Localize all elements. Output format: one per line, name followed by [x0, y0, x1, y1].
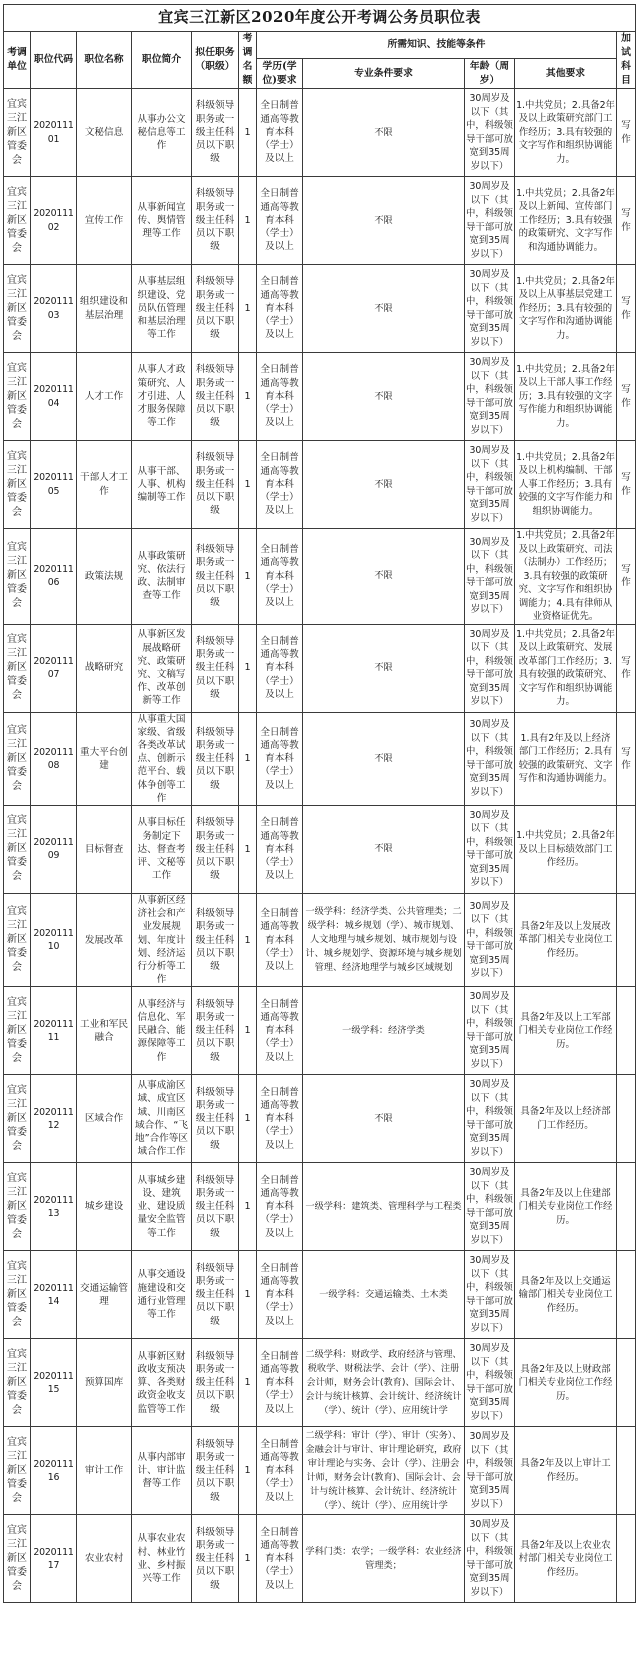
cell-age: 30周岁及以下（其中，科级领导干部可放宽到35周岁以下）	[465, 529, 515, 625]
cell-major: 一级学科：经济学类	[303, 987, 465, 1075]
cell-name: 战略研究	[77, 624, 132, 712]
table-row	[4, 1075, 636, 1163]
cell-name: 预算国库	[77, 1339, 132, 1427]
cell-unit: 宜宾三江新区管委会	[4, 265, 31, 353]
cell-age: 30周岁及以下（其中，科级领导干部可放宽到35周岁以下）	[465, 893, 515, 986]
cell-name: 审计工作	[77, 1427, 132, 1515]
cell-age: 30周岁及以下（其中，科级领导干部可放宽到35周岁以下）	[465, 265, 515, 353]
cell-exam: 写作	[617, 624, 636, 712]
cell-education: 全日制普通高等教育本科（学士）及以上	[257, 624, 303, 712]
cell-exam	[617, 1339, 636, 1427]
cell-code: 202011117	[31, 1515, 77, 1603]
cell-intro: 从事农业农村、林业竹业、乡村振兴等工作	[132, 1515, 192, 1603]
cell-quota: 1	[239, 441, 257, 529]
cell-other: 具备2年及以上经济部门工作经历。	[515, 1075, 617, 1163]
cell-unit: 宜宾三江新区管委会	[4, 1075, 31, 1163]
cell-code: 202011115	[31, 1339, 77, 1427]
cell-age: 30周岁及以下（其中，科级领导干部可放宽到35周岁以下）	[465, 712, 515, 805]
cell-major: 不限	[303, 89, 465, 177]
cell-intro: 从事新区发展战略研究、政策研究、文稿写作、改革创新等工作	[132, 624, 192, 712]
header-unit: 考调单位	[4, 32, 31, 89]
cell-major: 不限	[303, 1075, 465, 1163]
cell-education: 全日制普通高等教育本科（学士）及以上	[257, 441, 303, 529]
cell-major: 不限	[303, 529, 465, 625]
cell-unit: 宜宾三江新区管委会	[4, 1251, 31, 1339]
cell-major: 不限	[303, 353, 465, 441]
cell-quota: 1	[239, 1339, 257, 1427]
table-row	[4, 987, 636, 1075]
cell-education: 全日制普通高等教育本科（学士）及以上	[257, 1163, 303, 1251]
table-row	[4, 1515, 636, 1603]
cell-quota: 1	[239, 89, 257, 177]
cell-age: 30周岁及以下（其中，科级领导干部可放宽到35周岁以下）	[465, 1427, 515, 1515]
cell-education: 全日制普通高等教育本科（学士）及以上	[257, 89, 303, 177]
cell-code: 202011109	[31, 805, 77, 893]
cell-rank: 科级领导职务或一级主任科员以下职级	[192, 265, 239, 353]
position-table-sheet	[3, 4, 635, 1603]
cell-age: 30周岁及以下（其中，科级领导干部可放宽到35周岁以下）	[465, 1515, 515, 1603]
cell-other: 1.中共党员；2.具备2年及以上干部人事工作经历；3.具有较强的文字写作能力和组织协调能力。	[515, 353, 617, 441]
cell-other: 具备2年及以上交通运输部门相关专业岗位工作经历。	[515, 1251, 617, 1339]
cell-quota: 1	[239, 1251, 257, 1339]
cell-major: 不限	[303, 805, 465, 893]
table-title: 宜宾三江新区2020年度公开考调公务员职位表	[4, 5, 636, 32]
table-row	[4, 624, 636, 712]
cell-code: 202011110	[31, 893, 77, 986]
cell-code: 202011112	[31, 1075, 77, 1163]
cell-code: 202011107	[31, 624, 77, 712]
cell-rank: 科级领导职务或一级主任科员以下职级	[192, 1427, 239, 1515]
cell-quota: 1	[239, 177, 257, 265]
cell-name: 发展改革	[77, 893, 132, 986]
table-row	[4, 1427, 636, 1515]
cell-education: 全日制普通高等教育本科（学士）及以上	[257, 1515, 303, 1603]
cell-intro: 从事干部、人事、机构编制等工作	[132, 441, 192, 529]
cell-rank: 科级领导职务或一级主任科员以下职级	[192, 1251, 239, 1339]
cell-other: 1.中共党员；2.具备2年及以上新闻、宣传部门工作经历；3.具有较强的政策研究、文字写作和沟通协调能力。	[515, 177, 617, 265]
cell-other: 1.中共党员；2.具备2年及以上政策研究、司法（法制办）工作经历；3.具有较强的政策研究、文字写作和组织协调能力；4.具有律师从业资格证优先。	[516, 530, 615, 622]
table-row	[4, 805, 636, 893]
cell-education: 全日制普通高等教育本科（学士）及以上	[257, 987, 303, 1075]
cell-exam	[617, 1427, 636, 1515]
cell-rank: 科级领导职务或一级主任科员以下职级	[192, 441, 239, 529]
cell-major: 不限	[303, 712, 465, 805]
cell-age: 30周岁及以下（其中，科级领导干部可放宽到35周岁以下）	[465, 1075, 515, 1163]
cell-unit: 宜宾三江新区管委会	[4, 1339, 31, 1427]
cell-major: 不限	[303, 265, 465, 353]
cell-exam	[617, 1515, 636, 1603]
cell-unit: 宜宾三江新区管委会	[4, 529, 31, 625]
cell-education: 全日制普通高等教育本科（学士）及以上	[257, 1427, 303, 1515]
cell-name: 政策法规	[77, 529, 132, 625]
cell-education: 全日制普通高等教育本科（学士）及以上	[257, 353, 303, 441]
cell-exam: 写作	[617, 353, 636, 441]
cell-age: 30周岁及以下（其中，科级领导干部可放宽到35周岁以下）	[465, 177, 515, 265]
cell-exam: 写作	[617, 177, 636, 265]
cell-other: 具备2年及以上工军部门相关专业岗位工作经历。	[515, 987, 617, 1075]
table-row	[4, 1251, 636, 1339]
cell-quota: 1	[239, 1163, 257, 1251]
cell-age: 30周岁及以下（其中，科级领导干部可放宽到35周岁以下）	[465, 1339, 515, 1427]
cell-exam: 写作	[617, 712, 636, 805]
cell-unit: 宜宾三江新区管委会	[4, 987, 31, 1075]
cell-exam	[617, 987, 636, 1075]
cell-name: 人才工作	[77, 353, 132, 441]
cell-major: 不限	[303, 177, 465, 265]
cell-major: 一级学科：经济学类、公共管理类；二级学科：城乡规划（学）、城市规划、人文地理与城乡规划、城市规划与设计、城乡规划学、资源环境与城乡规划管理、经济地理学与城乡区域规划	[303, 893, 465, 986]
table-row	[4, 177, 636, 265]
cell-intro: 从事办公文秘信息等工作	[132, 89, 192, 177]
cell-major: 不限	[303, 624, 465, 712]
cell-unit: 宜宾三江新区管委会	[4, 893, 31, 986]
cell-major: 一级学科：交通运输类、土木类	[303, 1251, 465, 1339]
cell-age: 30周岁及以下（其中，科级领导干部可放宽到35周岁以下）	[465, 1251, 515, 1339]
cell-intro: 从事城乡建设、建筑业、建设质量安全监管等工作	[132, 1163, 192, 1251]
cell-name: 工业和军民融合	[77, 987, 132, 1075]
table-body	[4, 89, 636, 1603]
cell-major: 学科门类：农学；一级学科：农业经济管理类；	[303, 1515, 465, 1603]
cell-name: 宣传工作	[77, 177, 132, 265]
cell-rank: 科级领导职务或一级主任科员以下职级	[192, 529, 239, 625]
cell-quota: 1	[239, 529, 257, 625]
cell-intro: 从事新区财政收支预决算、各类财政资金收支监管等工作	[132, 1339, 192, 1427]
cell-age: 30周岁及以下（其中，科级领导干部可放宽到35周岁以下）	[465, 987, 515, 1075]
cell-unit: 宜宾三江新区管委会	[4, 805, 31, 893]
cell-other: 具备2年及以上审计工作经历。	[515, 1427, 617, 1515]
cell-quota: 1	[239, 1515, 257, 1603]
table-row	[4, 441, 636, 529]
cell-unit: 宜宾三江新区管委会	[4, 624, 31, 712]
cell-rank: 科级领导职务或一级主任科员以下职级	[192, 712, 239, 805]
cell-education: 全日制普通高等教育本科（学士）及以上	[257, 265, 303, 353]
cell-name: 文秘信息	[77, 89, 132, 177]
cell-rank: 科级领导职务或一级主任科员以下职级	[192, 624, 239, 712]
cell-exam	[617, 1251, 636, 1339]
cell-code: 202011103	[31, 265, 77, 353]
cell-exam: 写作	[617, 89, 636, 177]
cell-quota: 1	[239, 893, 257, 986]
table-row	[4, 893, 636, 986]
header-conditions-group: 所需知识、技能等条件	[257, 32, 617, 59]
header-intro: 职位简介	[132, 32, 192, 89]
cell-quota: 1	[239, 805, 257, 893]
cell-quota: 1	[239, 353, 257, 441]
table-row	[4, 712, 636, 805]
cell-age: 30周岁及以下（其中，科级领导干部可放宽到35周岁以下）	[465, 353, 515, 441]
cell-intro: 从事新闻宣传、舆情管理等工作	[132, 177, 192, 265]
header-name: 职位名称	[77, 32, 132, 89]
header-other: 其他要求	[515, 59, 617, 89]
cell-exam: 写作	[617, 529, 636, 625]
cell-quota: 1	[239, 987, 257, 1075]
table-row	[4, 353, 636, 441]
cell-age: 30周岁及以下（其中，科级领导干部可放宽到35周岁以下）	[465, 624, 515, 712]
cell-exam	[617, 893, 636, 986]
cell-intro: 从事政策研究、依法行政、法制审查等工作	[132, 529, 192, 625]
cell-rank: 科级领导职务或一级主任科员以下职级	[192, 89, 239, 177]
cell-major: 二级学科：审计（学）、审计（实务）、金融会计与审计、审计理论研究，政府审计理论与实务、会计（学）、注册会计师，财务会计(教育)、国际会计、会计与统计核算、会计统计、经济统计（学）、统计（学）、应用统计学	[303, 1427, 465, 1515]
cell-education: 全日制普通高等教育本科（学士）及以上	[257, 712, 303, 805]
cell-intro: 从事成渝区域、成宜区域、川南区域合作、“飞地”合作等区域合作工作	[132, 1075, 192, 1163]
cell-rank: 科级领导职务或一级主任科员以下职级	[192, 893, 239, 986]
header-code: 职位代码	[31, 32, 77, 89]
cell-education: 全日制普通高等教育本科（学士）及以上	[257, 1075, 303, 1163]
cell-code: 202011105	[31, 441, 77, 529]
cell-intro: 从事基层组织建设、党员队伍管理和基层治理等工作	[132, 265, 192, 353]
cell-rank: 科级领导职务或一级主任科员以下职级	[192, 353, 239, 441]
cell-code: 202011113	[31, 1163, 77, 1251]
cell-code: 202011116	[31, 1427, 77, 1515]
cell-name: 农业农村	[77, 1515, 132, 1603]
cell-education: 全日制普通高等教育本科（学士）及以上	[257, 805, 303, 893]
header-exam: 加试科目	[617, 32, 636, 89]
table-row	[4, 1163, 636, 1251]
cell-unit: 宜宾三江新区管委会	[4, 89, 31, 177]
cell-education: 全日制普通高等教育本科（学士）及以上	[257, 1251, 303, 1339]
cell-other: 具备2年及以上住建部门相关专业岗位工作经历。	[515, 1163, 617, 1251]
cell-age: 30周岁及以下（其中，科级领导干部可放宽到35周岁以下）	[465, 441, 515, 529]
table-row	[4, 89, 636, 177]
cell-major: 不限	[303, 441, 465, 529]
cell-education: 全日制普通高等教育本科（学士）及以上	[257, 177, 303, 265]
cell-intro: 从事重大国家级、省级各类改革试点、创新示范平台、载体争创等工作	[132, 712, 192, 805]
cell-name: 重大平台创建	[77, 712, 132, 805]
cell-name: 交通运输管理	[77, 1251, 132, 1339]
cell-intro: 从事经济与信息化、军民融合、能源保障等工作	[132, 987, 192, 1075]
cell-code: 202011111	[31, 987, 77, 1075]
cell-rank: 科级领导职务或一级主任科员以下职级	[192, 1163, 239, 1251]
cell-name: 组织建设和基层治理	[77, 265, 132, 353]
cell-unit: 宜宾三江新区管委会	[4, 441, 31, 529]
cell-rank: 科级领导职务或一级主任科员以下职级	[192, 1515, 239, 1603]
cell-name: 干部人才工作	[77, 441, 132, 529]
cell-rank: 科级领导职务或一级主任科员以下职级	[192, 805, 239, 893]
header-quota: 考调名额	[239, 32, 257, 89]
cell-other: 1.中共党员；2.具备2年及以上从事基层党建工作经历；3.具有较强的文字写作和沟通协调能力。	[515, 265, 617, 353]
cell-unit: 宜宾三江新区管委会	[4, 177, 31, 265]
cell-exam: 写作	[617, 441, 636, 529]
cell-name: 城乡建设	[77, 1163, 132, 1251]
cell-other: 具备2年及以上发展改革部门相关专业岗位工作经历。	[515, 893, 617, 986]
cell-rank: 科级领导职务或一级主任科员以下职级	[192, 987, 239, 1075]
cell-major: 一级学科：建筑类、管理科学与工程类	[303, 1163, 465, 1251]
cell-education: 全日制普通高等教育本科（学士）及以上	[257, 1339, 303, 1427]
cell-code: 202011102	[31, 177, 77, 265]
cell-exam: 写作	[617, 265, 636, 353]
cell-quota: 1	[239, 1427, 257, 1515]
cell-age: 30周岁及以下（其中，科级领导干部可放宽到35周岁以下）	[465, 805, 515, 893]
cell-other: 1.中共党员；2.具备2年及以上政策研究部门工作经历；3.具有较强的文字写作和组织协调能力。	[515, 89, 617, 177]
cell-name: 目标督查	[77, 805, 132, 893]
cell-exam	[617, 805, 636, 893]
cell-other: 1.中共党员；2.具备2年及以上政策研究、发展改革部门工作经历；3.具有较强的政策研究、文字写作和组织协调能力。	[515, 624, 617, 712]
cell-other: 1.具有2年及以上经济部门工作经历；2.具有较强的政策研究、文字写作和沟通协调能力。	[515, 712, 617, 805]
table-row	[4, 529, 636, 625]
cell-unit: 宜宾三江新区管委会	[4, 353, 31, 441]
cell-exam	[617, 1163, 636, 1251]
cell-rank: 科级领导职务或一级主任科员以下职级	[192, 1075, 239, 1163]
cell-other: 1.中共党员；2.具备2年及以上机构编制、干部人事工作经历；3.具有较强的文字写作能力和组织协调能力。	[515, 441, 617, 529]
table-row	[4, 265, 636, 353]
cell-code: 202011114	[31, 1251, 77, 1339]
header-age: 年龄（周岁）	[465, 59, 515, 89]
cell-other: 1.中共党员；2.具备2年及以上目标绩效部门工作经历。	[515, 805, 617, 893]
header-major: 专业条件要求	[303, 59, 465, 89]
cell-rank: 科级领导职务或一级主任科员以下职级	[192, 1339, 239, 1427]
cell-unit: 宜宾三江新区管委会	[4, 712, 31, 805]
cell-major: 二级学科：财政学、政府经济与管理、税收学、财税法学、会计（学）、注册会计师，财务会计(教育)、国际会计、会计与统计核算、会计统计、经济统计（学）、统计（学）、应用统计学	[303, 1339, 465, 1427]
cell-quota: 1	[239, 265, 257, 353]
cell-unit: 宜宾三江新区管委会	[4, 1427, 31, 1515]
cell-other: 具备2年及以上财政部门相关专业岗位工作经历。	[515, 1339, 617, 1427]
cell-education: 全日制普通高等教育本科（学士）及以上	[257, 893, 303, 986]
header-education: 学历(学位)要求	[257, 59, 303, 89]
cell-quota: 1	[239, 1075, 257, 1163]
cell-code: 202011101	[31, 89, 77, 177]
cell-code: 202011108	[31, 712, 77, 805]
cell-exam	[617, 1075, 636, 1163]
cell-education: 全日制普通高等教育本科（学士）及以上	[257, 529, 303, 625]
cell-intro: 从事目标任务制定下达、督查考评、文秘等工作	[132, 805, 192, 893]
cell-code: 202011106	[31, 529, 77, 625]
cell-age: 30周岁及以下（其中，科级领导干部可放宽到35周岁以下）	[465, 89, 515, 177]
table-row	[4, 1339, 636, 1427]
cell-quota: 1	[239, 712, 257, 805]
cell-intro: 从事人才政策研究、人才引进、人才服务保障等工作	[132, 353, 192, 441]
cell-quota: 1	[239, 624, 257, 712]
cell-unit: 宜宾三江新区管委会	[4, 1515, 31, 1603]
cell-other: 具备2年及以上农业农村部门相关专业岗位工作经历。	[515, 1515, 617, 1603]
cell-code: 202011104	[31, 353, 77, 441]
cell-name: 区域合作	[77, 1075, 132, 1163]
cell-intro: 从事新区经济社会和产业发展规划、年度计划、经济运行分析等工作	[132, 893, 192, 986]
cell-intro: 从事内部审计、审计监督等工作	[132, 1427, 192, 1515]
cell-rank: 科级领导职务或一级主任科员以下职级	[192, 177, 239, 265]
cell-intro: 从事交通设施建设和交通行业管理等工作	[132, 1251, 192, 1339]
cell-unit: 宜宾三江新区管委会	[4, 1163, 31, 1251]
header-rank: 拟任职务（职级）	[192, 32, 239, 89]
cell-age: 30周岁及以下（其中，科级领导干部可放宽到35周岁以下）	[465, 1163, 515, 1251]
position-table	[3, 4, 636, 1603]
